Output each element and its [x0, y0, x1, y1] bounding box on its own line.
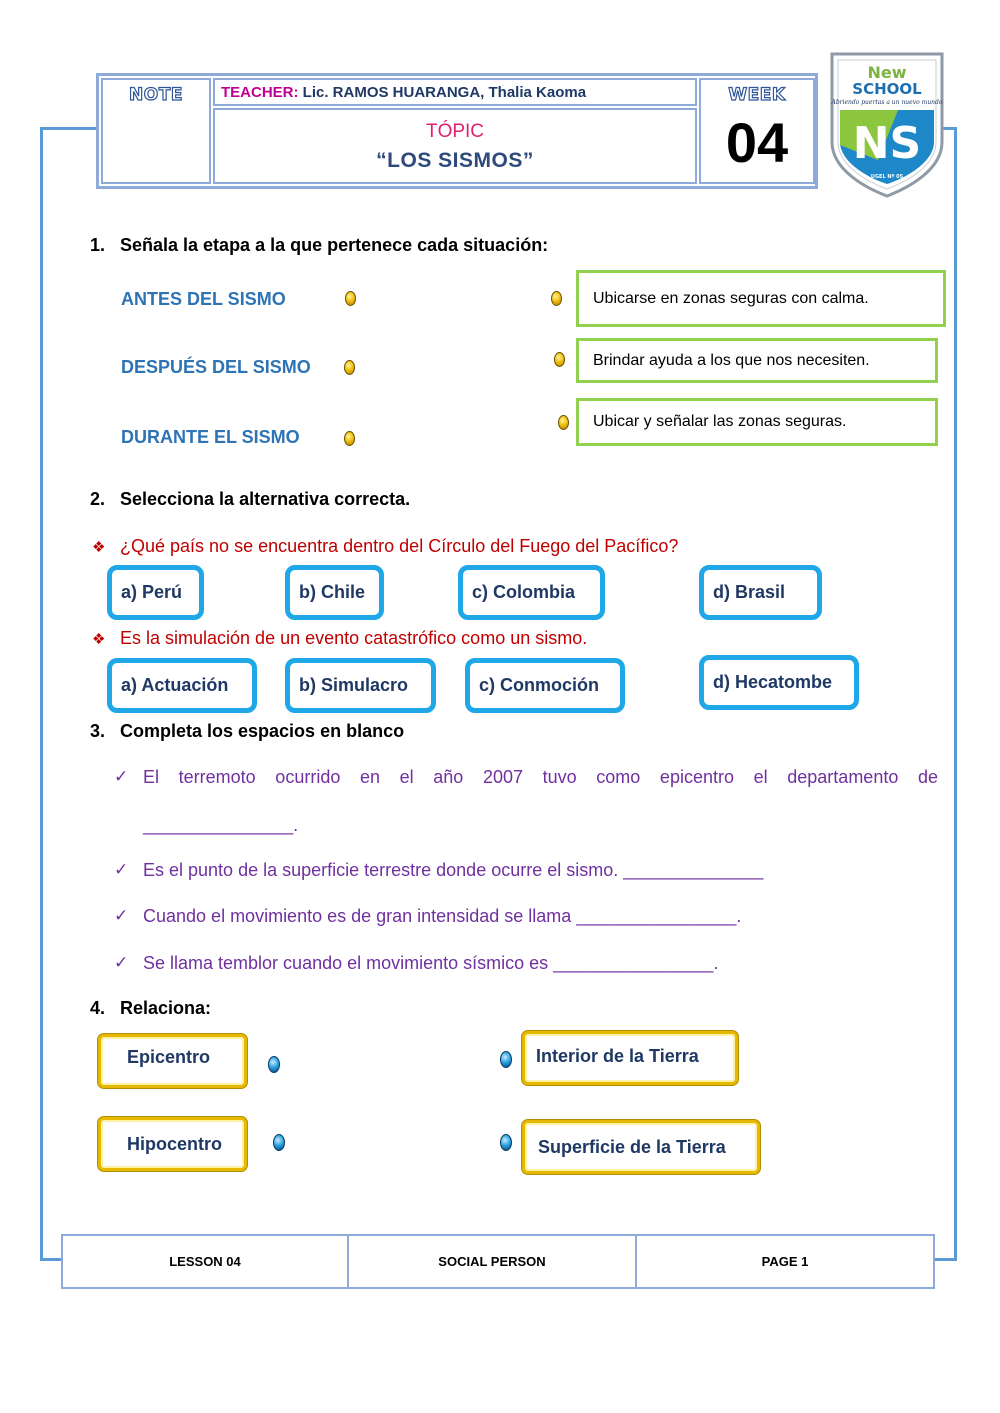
school-logo [828, 50, 946, 200]
teacher-label: TEACHER: [221, 84, 299, 101]
school-logo-icon [828, 50, 946, 200]
fill-item-2[interactable]: Es el punto de la superficie terrestre donde ocurre el sismo. ______________ [143, 860, 764, 880]
option-button[interactable]: a) Perú [107, 565, 204, 620]
relate-right-box[interactable]: Interior de la Tierra [522, 1031, 738, 1085]
week-cell [699, 78, 815, 184]
fill-item-1: El terremoto ocurrido en el año 2007 tuvo como epicentro el departamento de [143, 767, 938, 787]
svg-text:UGEL Nº 05: UGEL Nº 05 [870, 174, 904, 180]
option-button[interactable]: c) Colombia [458, 565, 605, 620]
section-4-title: 4. Relaciona: [90, 998, 212, 1018]
section-3-title: 3. Completa los espacios en blanco [90, 721, 405, 741]
fill-item-4[interactable]: Se llama temblor cuando el movimiento sísmico es ________________. [143, 953, 719, 973]
svg-text:Abriendo puertas a un nuevo mu: Abriendo puertas a un nuevo mundo [831, 99, 943, 106]
page-frame-right [954, 127, 957, 1261]
topic-label: TÓPIC [425, 121, 485, 142]
fill-item-1-blank[interactable]: _______________. [143, 815, 299, 835]
note-cell [101, 78, 211, 184]
connector-dot-icon[interactable] [344, 360, 355, 375]
diamond-bullet-icon: ❖ [92, 539, 106, 556]
topic-cell [213, 108, 697, 184]
option-button[interactable]: c) Conmoción [465, 658, 625, 713]
footer-lesson: LESSON 04 [63, 1236, 349, 1287]
option-button[interactable]: b) Chile [285, 565, 384, 620]
topic-title: “LOS SISMOS” [376, 149, 534, 172]
connector-dot-icon[interactable] [273, 1134, 285, 1151]
connector-dot-icon[interactable] [558, 415, 569, 430]
option-button[interactable]: b) Simulacro [285, 658, 436, 713]
footer-table [61, 1234, 935, 1289]
stage-during: DURANTE EL SISMO [121, 427, 300, 447]
relate-right-box[interactable]: Superficie de la Tierra [522, 1120, 760, 1174]
connector-dot-icon[interactable] [554, 352, 565, 367]
question-1: ❖ ¿Qué país no se encuentra dentro del Círculo del Fuego del Pacífico? [92, 536, 679, 556]
checkmark-icon: ✓ [114, 953, 129, 972]
checkmark-icon: ✓ [114, 767, 129, 786]
question-2: ❖ Es la simulación de un evento catastrófico como un sismo. [92, 628, 588, 648]
section-1-title: 1. Señala la etapa a la que pertenece cada situación: [90, 235, 549, 255]
connector-dot-icon[interactable] [345, 291, 356, 306]
svg-text:NS: NS [852, 118, 922, 169]
relate-left-box[interactable]: Epicentro [98, 1034, 247, 1088]
teacher-line [221, 84, 586, 101]
svg-text:SCHOOL: SCHOOL [852, 80, 922, 98]
page-frame-top [40, 127, 98, 130]
svg-text:New: New [867, 63, 907, 82]
option-button[interactable]: a) Actuación [107, 658, 257, 713]
connector-dot-icon[interactable] [551, 291, 562, 306]
fill-item-3[interactable]: Cuando el movimiento es de gran intensidad se llama ________________. [143, 906, 742, 926]
relate-left-box[interactable]: Hipocentro [98, 1117, 247, 1171]
footer-course: SOCIAL PERSON [349, 1236, 637, 1287]
connector-dot-icon[interactable] [500, 1134, 512, 1151]
checkmark-icon: ✓ [114, 906, 129, 925]
diamond-bullet-icon: ❖ [92, 631, 106, 648]
week-label: WEEK [728, 85, 786, 105]
connector-dot-icon[interactable] [268, 1056, 280, 1073]
header-table [96, 73, 818, 189]
stage-before: ANTES DEL SISMO [121, 289, 286, 309]
teacher-name: Lic. RAMOS HUARANGA, Thalia Kaoma [298, 84, 587, 101]
teacher-cell [213, 78, 697, 106]
checkmark-icon: ✓ [114, 860, 129, 879]
footer-page: PAGE 1 [761, 1254, 809, 1269]
week-number: 04 [725, 111, 789, 174]
page-frame-left [40, 127, 43, 1261]
stage-after: DESPUÉS DEL SISMO [121, 357, 311, 377]
connector-dot-icon[interactable] [500, 1051, 512, 1068]
section-2-title: 2. Selecciona la alternativa correcta. [90, 489, 411, 509]
situation-box[interactable]: Brindar ayuda a los que nos necesiten. [576, 338, 938, 383]
note-label: NOTE [129, 85, 183, 105]
option-button[interactable]: d) Hecatombe [699, 655, 859, 710]
situation-box[interactable]: Ubicarse en zonas seguras con calma. [576, 270, 946, 327]
situation-box[interactable]: Ubicar y señalar las zonas seguras. [576, 398, 938, 446]
option-button[interactable]: d) Brasil [699, 565, 822, 620]
connector-dot-icon[interactable] [344, 431, 355, 446]
